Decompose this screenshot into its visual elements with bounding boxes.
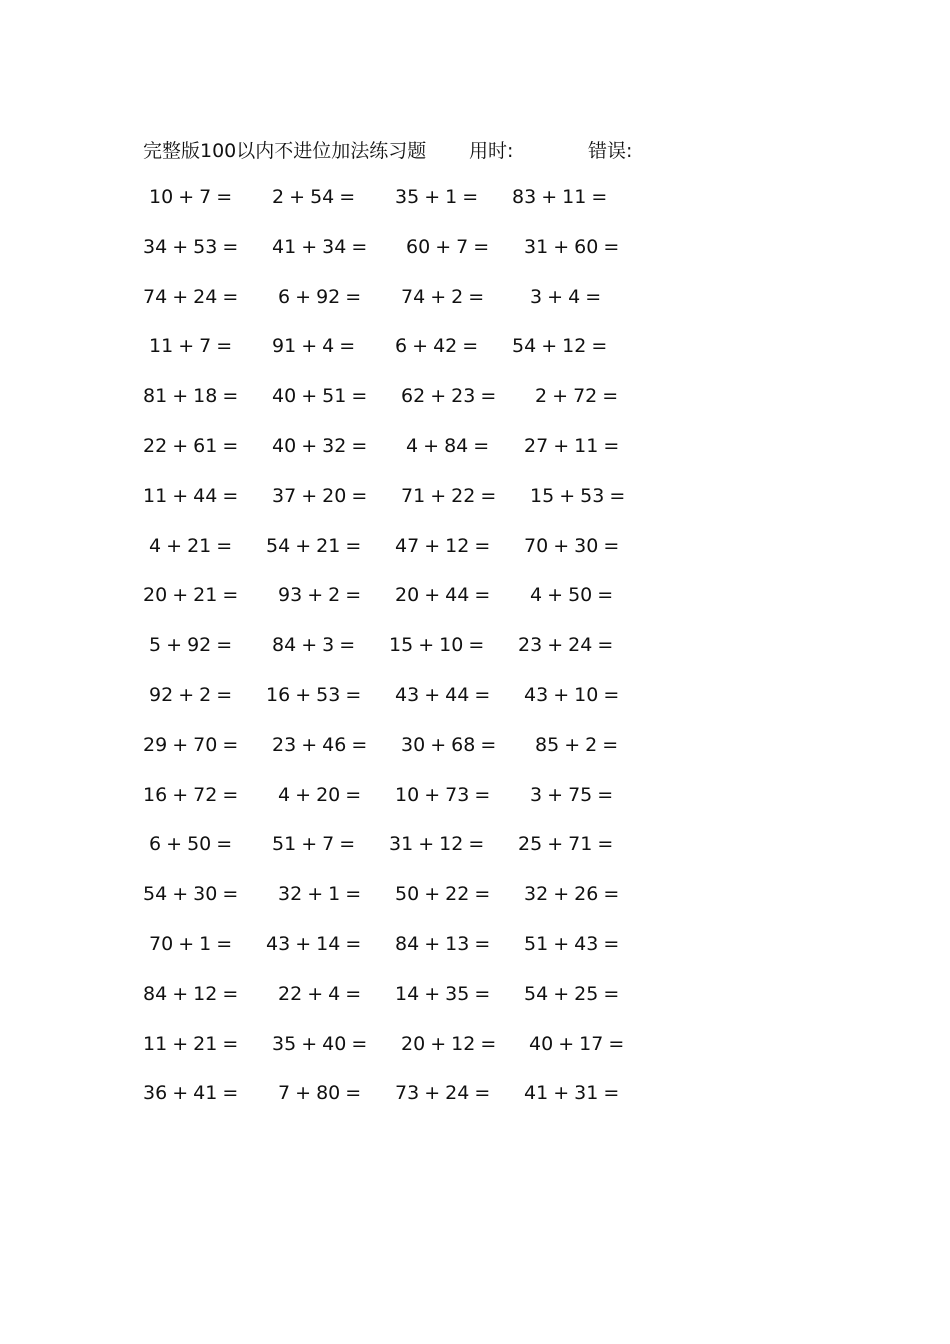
problem-row <box>0 236 950 286</box>
problem-item: 43 + 10 = <box>524 683 620 706</box>
problem-item: 20 + 12 = <box>401 1032 497 1055</box>
problem-row <box>0 883 950 933</box>
problem-grid <box>0 186 950 1132</box>
problem-item: 11 + 21 = <box>143 1032 239 1055</box>
problem-item: 11 + 7 = <box>149 335 233 358</box>
problem-item: 36 + 41 = <box>143 1082 239 1105</box>
time-label: 用时: <box>469 140 514 162</box>
problem-row <box>0 784 950 834</box>
problem-item: 85 + 2 = <box>535 733 619 756</box>
problem-item: 20 + 21 = <box>143 584 239 607</box>
problem-item: 40 + 17 = <box>529 1032 625 1055</box>
problem-item: 84 + 12 = <box>143 982 239 1005</box>
problem-row <box>0 983 950 1033</box>
problem-item: 5 + 92 = <box>149 634 233 657</box>
problem-item: 31 + 12 = <box>389 833 485 856</box>
problem-item: 27 + 11 = <box>524 434 620 457</box>
problem-item: 70 + 30 = <box>524 534 620 557</box>
problem-row <box>0 286 950 336</box>
problem-item: 25 + 71 = <box>518 833 614 856</box>
problem-row <box>0 435 950 485</box>
problem-item: 16 + 53 = <box>266 683 362 706</box>
problem-item: 37 + 20 = <box>272 484 368 507</box>
problem-item: 15 + 10 = <box>389 634 485 657</box>
problem-item: 54 + 30 = <box>143 883 239 906</box>
problem-item: 54 + 25 = <box>524 982 620 1005</box>
problem-item: 73 + 24 = <box>395 1082 491 1105</box>
problem-item: 3 + 4 = <box>530 285 602 308</box>
problem-item: 51 + 7 = <box>272 833 356 856</box>
problem-item: 43 + 44 = <box>395 683 491 706</box>
problem-item: 71 + 22 = <box>401 484 497 507</box>
worksheet-header <box>0 136 950 166</box>
problem-item: 7 + 80 = <box>278 1082 362 1105</box>
problem-item: 22 + 4 = <box>278 982 362 1005</box>
problem-item: 14 + 35 = <box>395 982 491 1005</box>
problem-item: 40 + 32 = <box>272 434 368 457</box>
problem-row <box>0 833 950 883</box>
problem-item: 6 + 50 = <box>149 833 233 856</box>
problem-item: 15 + 53 = <box>530 484 626 507</box>
problem-item: 4 + 50 = <box>530 584 614 607</box>
problem-item: 91 + 4 = <box>272 335 356 358</box>
problem-item: 84 + 13 = <box>395 932 491 955</box>
problem-item: 32 + 26 = <box>524 883 620 906</box>
problem-item: 30 + 68 = <box>401 733 497 756</box>
problem-row <box>0 485 950 535</box>
problem-item: 4 + 21 = <box>149 534 233 557</box>
problem-item: 93 + 2 = <box>278 584 362 607</box>
problem-item: 54 + 21 = <box>266 534 362 557</box>
problem-row <box>0 1033 950 1083</box>
problem-item: 10 + 73 = <box>395 783 491 806</box>
problem-item: 74 + 2 = <box>401 285 485 308</box>
problem-row <box>0 535 950 585</box>
problem-item: 43 + 14 = <box>266 932 362 955</box>
error-label: 错误: <box>588 140 633 162</box>
problem-item: 60 + 7 = <box>406 235 490 258</box>
problem-item: 6 + 92 = <box>278 285 362 308</box>
problem-item: 2 + 72 = <box>535 385 619 408</box>
problem-item: 11 + 44 = <box>143 484 239 507</box>
problem-item: 40 + 51 = <box>272 385 368 408</box>
problem-row <box>0 634 950 684</box>
problem-item: 23 + 46 = <box>272 733 368 756</box>
problem-item: 3 + 75 = <box>530 783 614 806</box>
problem-item: 51 + 43 = <box>524 932 620 955</box>
problem-item: 47 + 12 = <box>395 534 491 557</box>
problem-item: 70 + 1 = <box>149 932 233 955</box>
problem-item: 50 + 22 = <box>395 883 491 906</box>
problem-item: 10 + 7 = <box>149 186 233 208</box>
problem-item: 35 + 1 = <box>395 186 479 208</box>
problem-item: 4 + 20 = <box>278 783 362 806</box>
problem-row <box>0 335 950 385</box>
problem-item: 54 + 12 = <box>512 335 608 358</box>
problem-item: 23 + 24 = <box>518 634 614 657</box>
problem-item: 6 + 42 = <box>395 335 479 358</box>
problem-row <box>0 584 950 634</box>
problem-item: 41 + 34 = <box>272 235 368 258</box>
problem-row <box>0 385 950 435</box>
problem-item: 32 + 1 = <box>278 883 362 906</box>
problem-item: 62 + 23 = <box>401 385 497 408</box>
problem-item: 16 + 72 = <box>143 783 239 806</box>
problem-item: 92 + 2 = <box>149 683 233 706</box>
problem-row <box>0 186 950 236</box>
problem-item: 35 + 40 = <box>272 1032 368 1055</box>
problem-item: 20 + 44 = <box>395 584 491 607</box>
problem-item: 81 + 18 = <box>143 385 239 408</box>
problem-item: 41 + 31 = <box>524 1082 620 1105</box>
problem-item: 34 + 53 = <box>143 235 239 258</box>
problem-item: 22 + 61 = <box>143 434 239 457</box>
worksheet-title: 完整版100以内不进位加法练习题 <box>143 140 427 162</box>
problem-item: 4 + 84 = <box>406 434 490 457</box>
problem-row <box>0 734 950 784</box>
problem-item: 29 + 70 = <box>143 733 239 756</box>
problem-item: 31 + 60 = <box>524 235 620 258</box>
problem-item: 2 + 54 = <box>272 186 356 208</box>
problem-row <box>0 1082 950 1132</box>
problem-row <box>0 933 950 983</box>
problem-item: 74 + 24 = <box>143 285 239 308</box>
problem-item: 83 + 11 = <box>512 186 608 208</box>
problem-item: 84 + 3 = <box>272 634 356 657</box>
problem-row <box>0 684 950 734</box>
